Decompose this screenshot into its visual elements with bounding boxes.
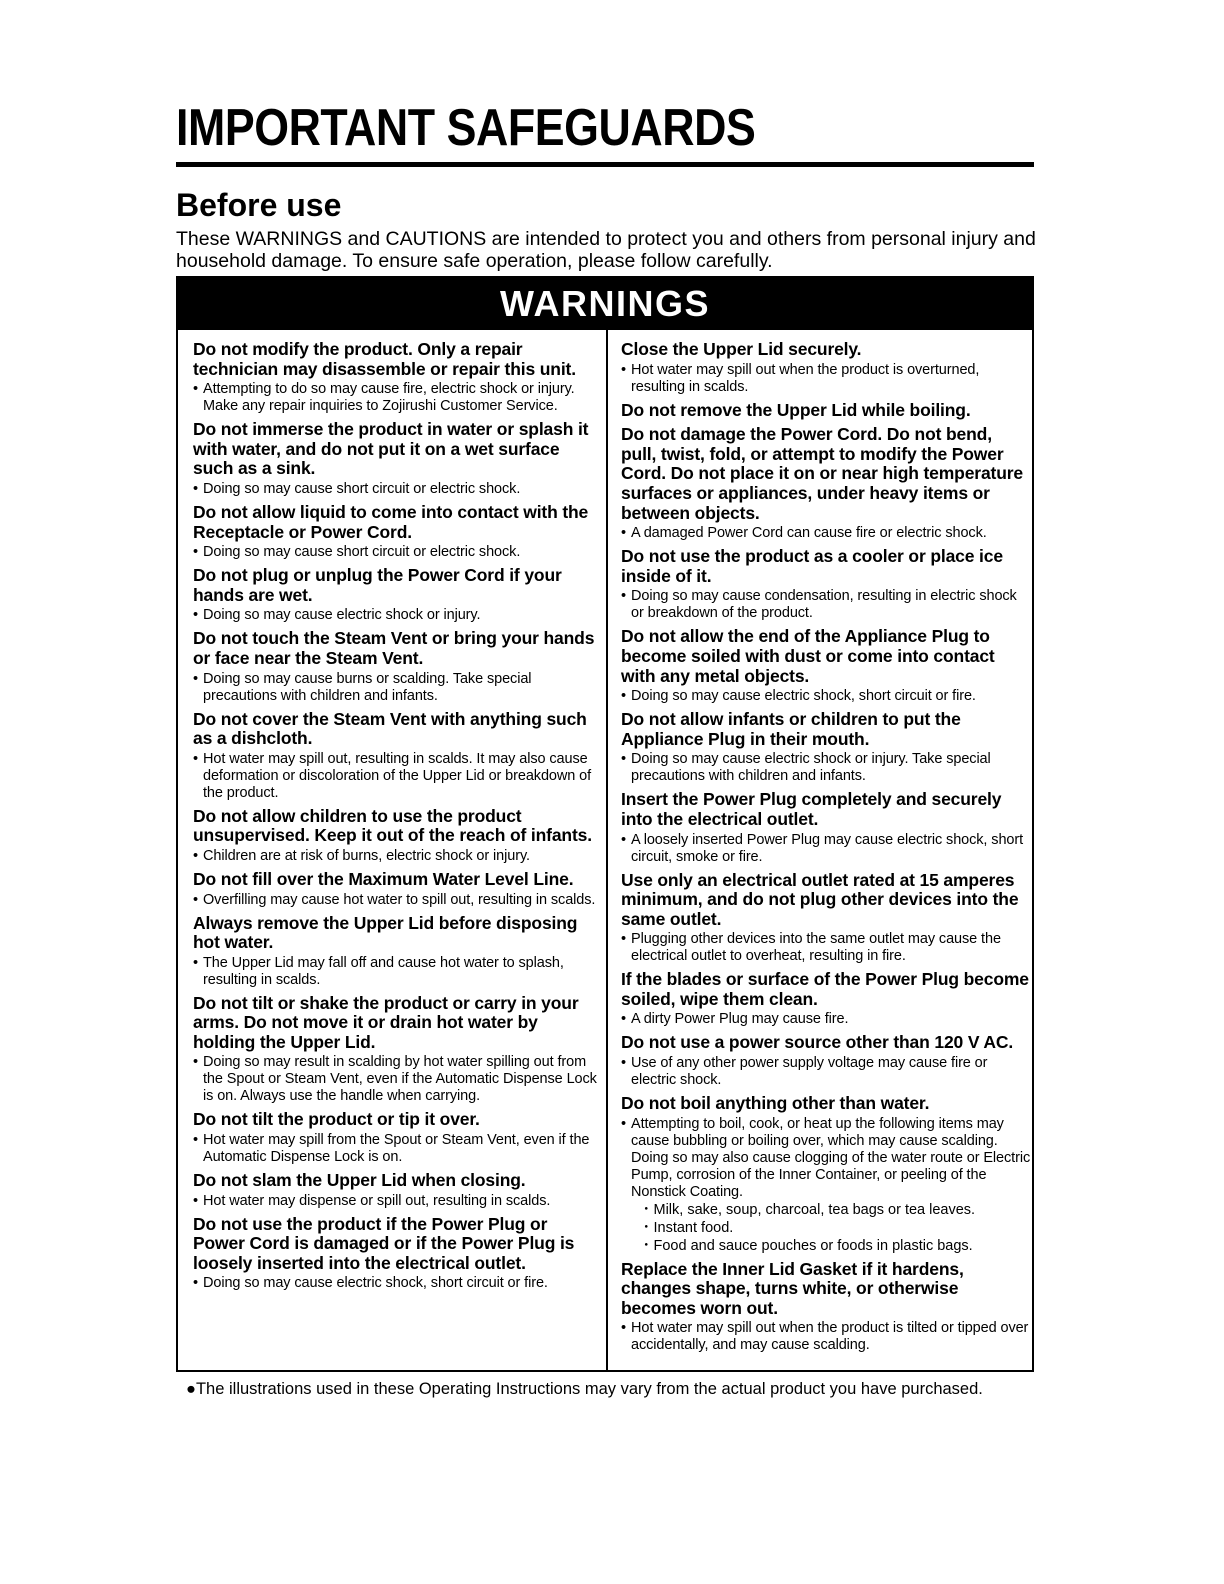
warning-subitem: ・Food and sauce pouches or foods in plastic bags. bbox=[639, 1237, 973, 1254]
warning-item bbox=[621, 1260, 1031, 1355]
warning-detail bbox=[193, 955, 598, 989]
bullet-icon: • bbox=[193, 847, 198, 864]
warning-item bbox=[193, 503, 598, 561]
bullet-icon: • bbox=[193, 544, 198, 561]
warning-heading: Do not immerse the product in water or splash it with water, and do not put it on a wet surface such as a sink. bbox=[193, 419, 589, 479]
warning-heading: Use only an electrical outlet rated at 15 amperes minimum, and do not plug other devices into the same outlet. bbox=[621, 869, 1019, 929]
bullet-icon: • bbox=[193, 750, 198, 767]
warning-item bbox=[193, 994, 598, 1106]
warnings-header: WARNINGS bbox=[178, 278, 1032, 330]
warnings-left-column bbox=[193, 340, 598, 1297]
bullet-icon: • bbox=[621, 525, 626, 542]
warning-detail-text: Hot water may dispense or spill out, resulting in scalds. bbox=[203, 1192, 551, 1209]
warning-detail-text: Hot water may spill out, resulting in scalds. It may also cause deformation or discoloration of the Upper Lid or breakdown of the product. bbox=[203, 750, 592, 801]
warning-detail bbox=[193, 1193, 598, 1210]
warning-detail-text: Use of any other power supply voltage may cause fire or electric shock. bbox=[631, 1055, 988, 1089]
warning-detail bbox=[193, 381, 598, 415]
warning-detail-text: Doing so may cause electric shock, short circuit or fire. bbox=[203, 1275, 548, 1292]
warning-detail bbox=[621, 832, 1031, 866]
warning-detail bbox=[621, 1055, 1031, 1089]
warning-heading: Do not use the product if the Power Plug or Power Cord is damaged or if the Power Plug is loosely inserted into the electrical outlet. bbox=[193, 1213, 575, 1273]
warning-detail bbox=[193, 751, 598, 802]
warning-detail-text: Doing so may cause electric shock, short circuit or fire. bbox=[631, 688, 976, 705]
bullet-icon: • bbox=[621, 831, 626, 848]
bullet-icon: • bbox=[193, 1192, 198, 1209]
warning-detail bbox=[193, 1054, 598, 1105]
bullet-icon: • bbox=[193, 607, 198, 624]
warning-heading: Do not fill over the Maximum Water Level Line. bbox=[193, 868, 574, 889]
warning-item bbox=[193, 340, 598, 415]
page-title: IMPORTANT SAFEGUARDS bbox=[176, 99, 756, 157]
warning-item bbox=[193, 1171, 598, 1210]
warning-heading: Do not damage the Power Cord. Do not bend, pull, twist, fold, or attempt to modify the Power Cord. Do not place it on or near high temperature surfaces or appliances, under heavy items or between objects. bbox=[621, 424, 1023, 523]
warning-item bbox=[193, 1215, 598, 1293]
warning-item bbox=[621, 790, 1031, 865]
warning-detail-text: Doing so may result in scalding by hot water spilling out from the Spout or Steam Vent, even if the Automatic Dispense Lock is on. Always use the handle when carrying. bbox=[203, 1054, 597, 1105]
warning-item bbox=[193, 566, 598, 624]
warning-heading: Always remove the Upper Lid before disposing hot water. bbox=[193, 912, 578, 953]
warning-heading: Do not allow the end of the Appliance Plug to become soiled with dust or come into contact with any metal objects. bbox=[621, 626, 995, 686]
warning-detail-text: Plugging other devices into the same outlet may cause the electrical outlet to overheat, resulting in fire. bbox=[631, 931, 1001, 965]
warning-heading: Do not use the product as a cooler or place ice inside of it. bbox=[621, 546, 1003, 586]
warning-heading: Do not touch the Steam Vent or bring your hands or face near the Steam Vent. bbox=[193, 628, 595, 668]
warning-heading: Do not remove the Upper Lid while boiling. bbox=[621, 399, 971, 420]
bullet-icon: • bbox=[193, 670, 198, 687]
warning-heading: Close the Upper Lid securely. bbox=[621, 339, 862, 359]
warning-heading: Do not cover the Steam Vent with anything such as a dishcloth. bbox=[193, 708, 587, 749]
warning-subitem: ・Instant food. bbox=[639, 1219, 734, 1236]
warning-heading: Do not slam the Upper Lid when closing. bbox=[193, 1170, 526, 1191]
bullet-icon: • bbox=[621, 1011, 626, 1028]
warning-item bbox=[193, 1110, 598, 1166]
warning-detail bbox=[193, 481, 598, 498]
warning-heading: Do not tilt or shake the product or carry in your arms. Do not move it or drain hot water by holding the Upper Lid. bbox=[193, 992, 579, 1052]
warning-detail bbox=[193, 671, 598, 705]
warning-item bbox=[193, 914, 598, 989]
warning-detail-text: Hot water may spill from the Spout or Steam Vent, even if the Automatic Dispense Lock is on. bbox=[203, 1132, 590, 1166]
warning-item bbox=[621, 970, 1031, 1028]
bullet-icon: • bbox=[193, 381, 198, 398]
warning-detail-text: Doing so may cause short circuit or electric shock. bbox=[203, 480, 521, 497]
warning-heading: Do not allow liquid to come into contact with the Receptacle or Power Cord. bbox=[193, 501, 589, 542]
warning-item bbox=[193, 710, 598, 802]
warning-heading: Do not allow children to use the product unsupervised. Keep it out of the reach of infants. bbox=[193, 805, 592, 846]
warning-item bbox=[193, 870, 598, 909]
warning-detail bbox=[621, 751, 1031, 785]
warning-item bbox=[621, 1094, 1031, 1255]
bullet-icon: • bbox=[621, 751, 626, 768]
warning-detail bbox=[193, 1275, 598, 1292]
bullet-icon: • bbox=[193, 1054, 198, 1071]
bullet-icon: • bbox=[193, 480, 198, 497]
warning-detail bbox=[621, 1320, 1031, 1354]
warning-detail bbox=[193, 1132, 598, 1166]
warning-heading: Replace the Inner Lid Gasket if it hardens, changes shape, turns white, or otherwise becomes worn out. bbox=[621, 1258, 964, 1318]
bullet-icon: • bbox=[193, 954, 198, 971]
bullet-icon: • bbox=[193, 1132, 198, 1149]
bullet-icon: • bbox=[621, 688, 626, 705]
warning-detail-text: A loosely inserted Power Plug may cause electric shock, short circuit, smoke or fire. bbox=[631, 831, 1024, 865]
warning-detail-text: Doing so may cause electric shock or injury. bbox=[203, 607, 481, 624]
warning-detail-text: Children are at risk of burns, electric shock or injury. bbox=[203, 847, 530, 864]
bullet-icon: • bbox=[621, 1320, 626, 1337]
warning-detail-text: Hot water may spill out when the product is overturned, resulting in scalds. bbox=[631, 361, 980, 395]
warning-heading: Do not modify the product. Only a repair technician may disassemble or repair this unit. bbox=[193, 339, 576, 379]
warning-item bbox=[621, 547, 1031, 622]
warning-heading: Do not tilt the product or tip it over. bbox=[193, 1109, 480, 1130]
warning-detail-text: Attempting to do so may cause fire, electric shock or injury. Make any repair inquiries to Zojirushi Customer Service. bbox=[203, 381, 575, 415]
warning-detail bbox=[621, 525, 1031, 542]
warning-heading: Do not boil anything other than water. bbox=[621, 1093, 930, 1114]
warning-item bbox=[193, 629, 598, 704]
bullet-icon: • bbox=[621, 1055, 626, 1072]
warning-subitem: ・Milk, sake, soup, charcoal, tea bags or tea leaves. bbox=[639, 1201, 976, 1218]
warning-detail-text: Doing so may cause burns or scalding. Take special precautions with children and infants. bbox=[203, 670, 532, 704]
warning-detail-text: Doing so may cause condensation, resulting in electric shock or breakdown of the product. bbox=[631, 588, 1017, 622]
warning-detail-text: A dirty Power Plug may cause fire. bbox=[631, 1011, 849, 1028]
warning-detail bbox=[621, 931, 1031, 965]
warning-detail-text: The Upper Lid may fall off and cause hot water to splash, resulting in scalds. bbox=[203, 954, 564, 988]
title-rule bbox=[176, 162, 1034, 167]
warning-detail-text: Doing so may cause short circuit or electric shock. bbox=[203, 544, 521, 561]
bullet-icon: • bbox=[621, 361, 626, 378]
warning-detail-text: Hot water may spill out when the product is tilted or tipped over accidentally, and may cause scalding. bbox=[631, 1320, 1029, 1354]
warning-heading: Do not allow infants or children to put the Appliance Plug in their mouth. bbox=[621, 709, 961, 749]
warning-detail bbox=[621, 1116, 1031, 1201]
warning-item bbox=[621, 871, 1031, 966]
warning-detail bbox=[621, 688, 1031, 705]
warning-detail bbox=[193, 848, 598, 865]
warning-detail bbox=[621, 1011, 1031, 1028]
warning-detail-text: Doing so may cause electric shock or injury. Take special precautions with children and infants. bbox=[631, 751, 991, 785]
warning-detail-text: A damaged Power Cord can cause fire or electric shock. bbox=[631, 525, 987, 542]
warning-item bbox=[621, 340, 1031, 396]
warning-item bbox=[193, 420, 598, 498]
bullet-icon: • bbox=[193, 1275, 198, 1292]
warning-item bbox=[621, 627, 1031, 705]
bullet-icon: • bbox=[621, 931, 626, 948]
warning-detail-text: Overfilling may cause hot water to spill out, resulting in scalds. bbox=[203, 891, 596, 908]
warning-item bbox=[621, 710, 1031, 785]
warnings-right-column bbox=[621, 340, 1031, 1359]
warning-detail-text: Attempting to boil, cook, or heat up the following items may cause bubbling or boiling over, which may cause scalding. Doing so may also cause clogging of the water route or Electric Pump, corrosion of the Inner Container, or peeling of the Nonstick Coating. bbox=[631, 1115, 1031, 1200]
warnings-box bbox=[176, 276, 1034, 1372]
warning-detail bbox=[193, 607, 598, 624]
warning-heading: Do not plug or unplug the Power Cord if your hands are wet. bbox=[193, 565, 562, 605]
warning-item bbox=[193, 807, 598, 865]
intro-text: These WARNINGS and CAUTIONS are intended to protect you and others from personal injury and household damage. To ensure safe operation, please follow carefully. bbox=[176, 228, 1036, 272]
bullet-icon: • bbox=[621, 588, 626, 605]
warning-heading: If the blades or surface of the Power Plug become soiled, wipe them clean. bbox=[621, 969, 1029, 1009]
section-subtitle: Before use bbox=[176, 187, 342, 223]
warning-item bbox=[621, 401, 1031, 421]
warning-heading: Insert the Power Plug completely and securely into the electrical outlet. bbox=[621, 789, 1002, 829]
warning-detail bbox=[193, 892, 598, 909]
warning-detail bbox=[621, 362, 1031, 396]
footnote: ●The illustrations used in these Operating Instructions may vary from the actual product you have purchased. bbox=[186, 1380, 983, 1398]
warning-item bbox=[621, 425, 1031, 542]
warning-item bbox=[621, 1033, 1031, 1089]
bullet-icon: • bbox=[193, 891, 198, 908]
warning-heading: Do not use a power source other than 120 V AC. bbox=[621, 1032, 1014, 1053]
warning-detail bbox=[621, 588, 1031, 622]
bullet-icon: • bbox=[621, 1115, 626, 1132]
warning-detail bbox=[193, 544, 598, 561]
column-divider bbox=[606, 330, 608, 1372]
